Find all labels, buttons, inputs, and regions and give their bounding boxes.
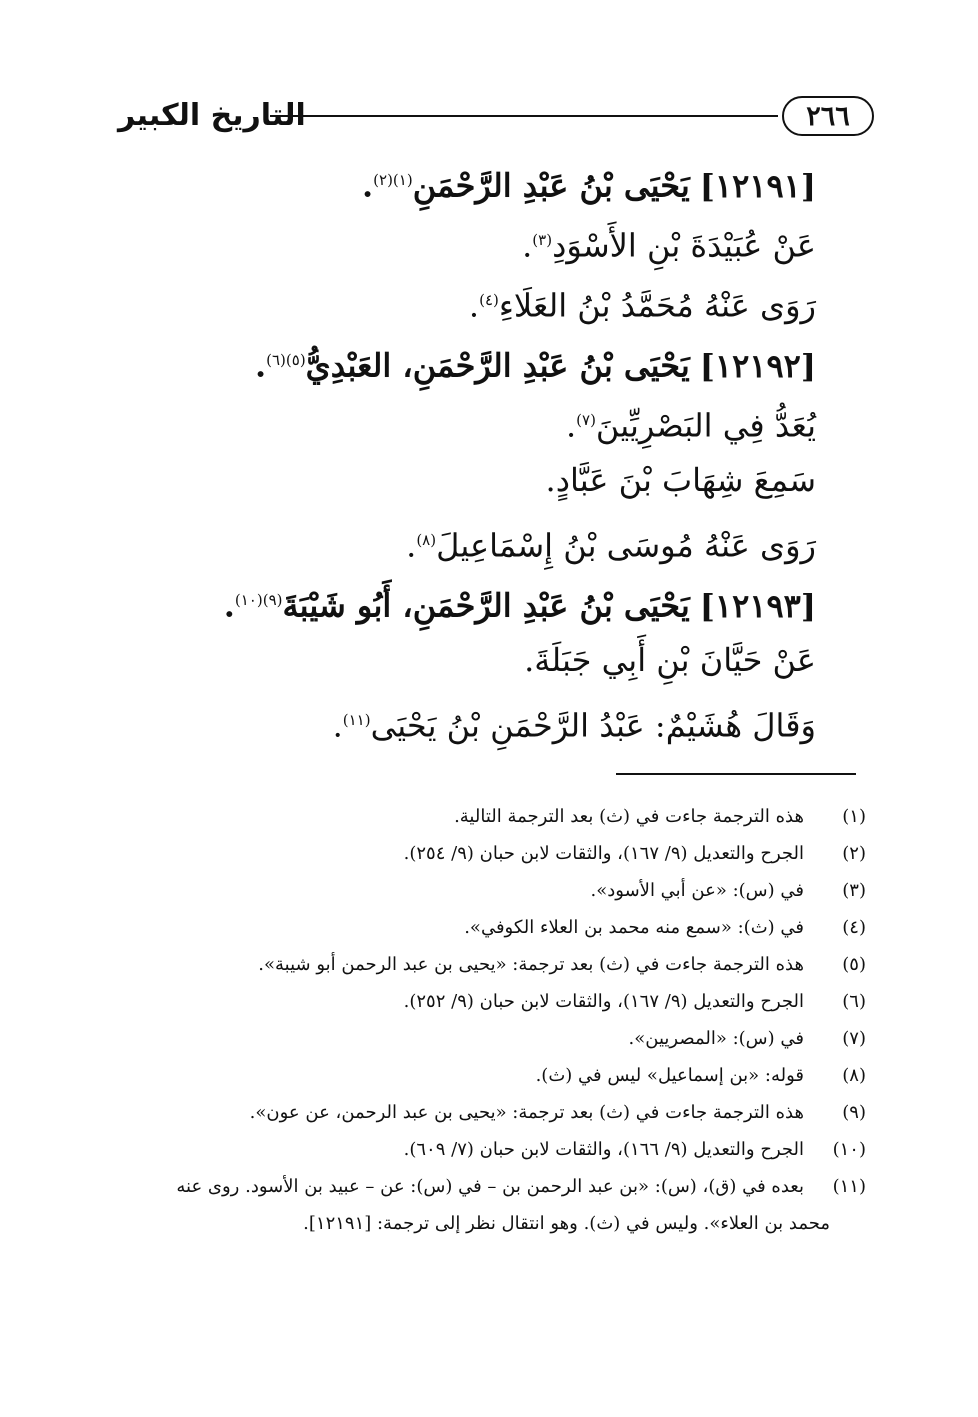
footnote: [114, 909, 866, 946]
footnote-divider: [616, 773, 856, 775]
footnote-ref[interactable]: (٥)(٦): [266, 351, 306, 369]
footnote-number: (٦): [842, 991, 866, 1012]
book-title: التاريخ الكبير: [118, 98, 306, 133]
footnote-text: الجرح والتعديل (٩/ ١٦٧)، والثقات لابن حبان (٩/ ٢٥٤).: [403, 843, 804, 864]
footnote-ref[interactable]: (١)(٢): [373, 171, 413, 189]
footnote: [114, 872, 866, 909]
footnote: [114, 946, 866, 983]
entry-name: يَحْيَى بْنُ عَبْدِ الرَّحْمَنِ: [412, 166, 690, 205]
footnote-ref[interactable]: (٩)(١٠): [234, 591, 283, 609]
line-text: رَوَى عَنْهُ مُوسَى بْنُ إِسْمَاعِيلَ: [436, 526, 816, 565]
page-number: ٢٦٦: [782, 96, 874, 136]
footnote-number: (١٠): [832, 1139, 866, 1160]
page-header: [118, 96, 874, 138]
text-line: يُعَدُّ فِي البَصْرِيِّينَ$^{(٧)}$.: [565, 406, 816, 445]
footnote-number: (١١): [832, 1176, 866, 1197]
footnote: [114, 1094, 866, 1131]
footnote-text: في (ث): «سمع منه محمد بن العلاء الكوفي».: [464, 917, 804, 938]
footnote-ref[interactable]: (١١): [342, 711, 371, 729]
footnote: [114, 983, 866, 1020]
footnote-text: في (س): «عن أبي الأسود».: [590, 880, 804, 901]
footnote-number: (٥): [842, 954, 866, 975]
line-text: عَنْ عُبَيْدَةَ بْنِ الأَسْوَدِ: [552, 226, 816, 265]
footnote-number: (٤): [842, 917, 866, 938]
text-line: عَنْ عُبَيْدَةَ بْنِ الأَسْوَدِ$^{(٣)}$.: [522, 226, 816, 265]
line-text: وَقَالَ هُشَيْمٌ: عَبْدُ الرَّحْمَنِ بْنُ يَحْيَى: [370, 706, 816, 745]
entry-12192: [١٢١٩٢]يَحْيَى بْنُ عَبْدِ الرَّحْمَنِ، العَبْدِيُّ$^{(٥)(٦)}$.: [254, 346, 816, 385]
line-text: سَمِعَ شِهَابَ بْنَ عَبَّادٍ: [555, 461, 816, 499]
text-line: سَمِعَ شِهَابَ بْنَ عَبَّادٍ.: [545, 461, 816, 499]
entry-number: [١٢١٩٢]: [699, 346, 816, 385]
footnote: [114, 835, 866, 872]
footnote-number: (١): [842, 806, 866, 827]
footnote-ref[interactable]: (٧): [576, 411, 596, 429]
entry-number: [١٢١٩١]: [699, 166, 816, 205]
entry-name: يَحْيَى بْنُ عَبْدِ الرَّحْمَنِ، أَبُو شَيْبَةَ: [282, 586, 690, 625]
footnote-ref[interactable]: (٣): [532, 231, 553, 249]
footnote-ref[interactable]: (٨): [416, 531, 437, 549]
footnote-number: (٧): [842, 1028, 866, 1049]
footnote: [114, 1131, 866, 1168]
footnote-number: (٩): [842, 1102, 866, 1123]
text-line: رَوَى عَنْهُ مُوسَى بْنُ إِسْمَاعِيلَ$^{(٨)}$.: [406, 526, 816, 565]
footnote-ref[interactable]: (٤): [479, 291, 499, 309]
footnote: [114, 1168, 866, 1205]
footnote-text: محمد بن العلاء». وليس في (ث). وهو انتقال نظر إلى ترجمة: [١٢١٩١].: [303, 1213, 830, 1234]
line-text: يُعَدُّ فِي البَصْرِيِّينَ: [595, 406, 816, 445]
line-text: رَوَى عَنْهُ مُحَمَّدُ بْنُ العَلَاءِ: [498, 286, 816, 325]
footnote-text: هذه الترجمة جاءت في (ث) بعد ترجمة: «يحيى بن عبد الرحمن، عن عون».: [249, 1102, 804, 1123]
entry-12193: [١٢١٩٣]يَحْيَى بْنُ عَبْدِ الرَّحْمَنِ، أَبُو شَيْبَةَ$^{(٩)(١٠)}$.: [223, 586, 816, 625]
footnote-text: الجرح والتعديل (٩/ ١٦٦)، والثقات لابن حبان (٧/ ٦٠٩).: [403, 1139, 804, 1160]
text-line: عَنْ حَيَّانَ بْنِ أَبِي جَبَلَةَ.: [524, 641, 816, 679]
footnote-text: قوله: «بن إسماعيل» ليس في (ث).: [535, 1065, 804, 1086]
footnote-text: بعده في (ق)، (س): «بن عبد الرحمن بن – في (س): عن – عبيد بن الأسود. روى عنه: [176, 1176, 804, 1197]
line-text: عَنْ حَيَّانَ بْنِ أَبِي جَبَلَةَ: [534, 641, 816, 679]
main-text: [156, 150, 816, 750]
entry-name: يَحْيَى بْنُ عَبْدِ الرَّحْمَنِ، العَبْدِيُّ: [305, 346, 690, 385]
footnote-number: (٨): [842, 1065, 866, 1086]
entry-12191: [١٢١٩١]يَحْيَى بْنُ عَبْدِ الرَّحْمَنِ$^{(١)(٢)}$.: [362, 166, 816, 205]
footnote-text: هذه الترجمة جاءت في (ث) بعد ترجمة: «يحيى بن عبد الرحمن أبو شيبة».: [258, 954, 804, 975]
footnote-text: في (س): «المصريين».: [628, 1028, 804, 1049]
text-line: وَقَالَ هُشَيْمٌ: عَبْدُ الرَّحْمَنِ بْنُ يَحْيَى$^{(١١)}$.: [332, 706, 816, 745]
footnote-text: الجرح والتعديل (٩/ ١٦٧)، والثقات لابن حبان (٩/ ٢٥٢).: [403, 991, 804, 1012]
footnote: [114, 798, 866, 835]
text-line: رَوَى عَنْهُ مُحَمَّدُ بْنُ العَلَاءِ$^{(٤)}$.: [468, 286, 816, 325]
footnote: [114, 1057, 866, 1094]
footnote-continuation: [114, 1205, 866, 1242]
footnote-text: هذه الترجمة جاءت في (ث) بعد الترجمة التالية.: [454, 806, 804, 827]
footnote-number: (٢): [842, 843, 866, 864]
footnotes: [114, 798, 866, 1242]
entry-number: [١٢١٩٣]: [699, 586, 816, 625]
footnote-number: (٣): [842, 880, 866, 901]
footnote: [114, 1020, 866, 1057]
header-rule: [270, 115, 778, 117]
